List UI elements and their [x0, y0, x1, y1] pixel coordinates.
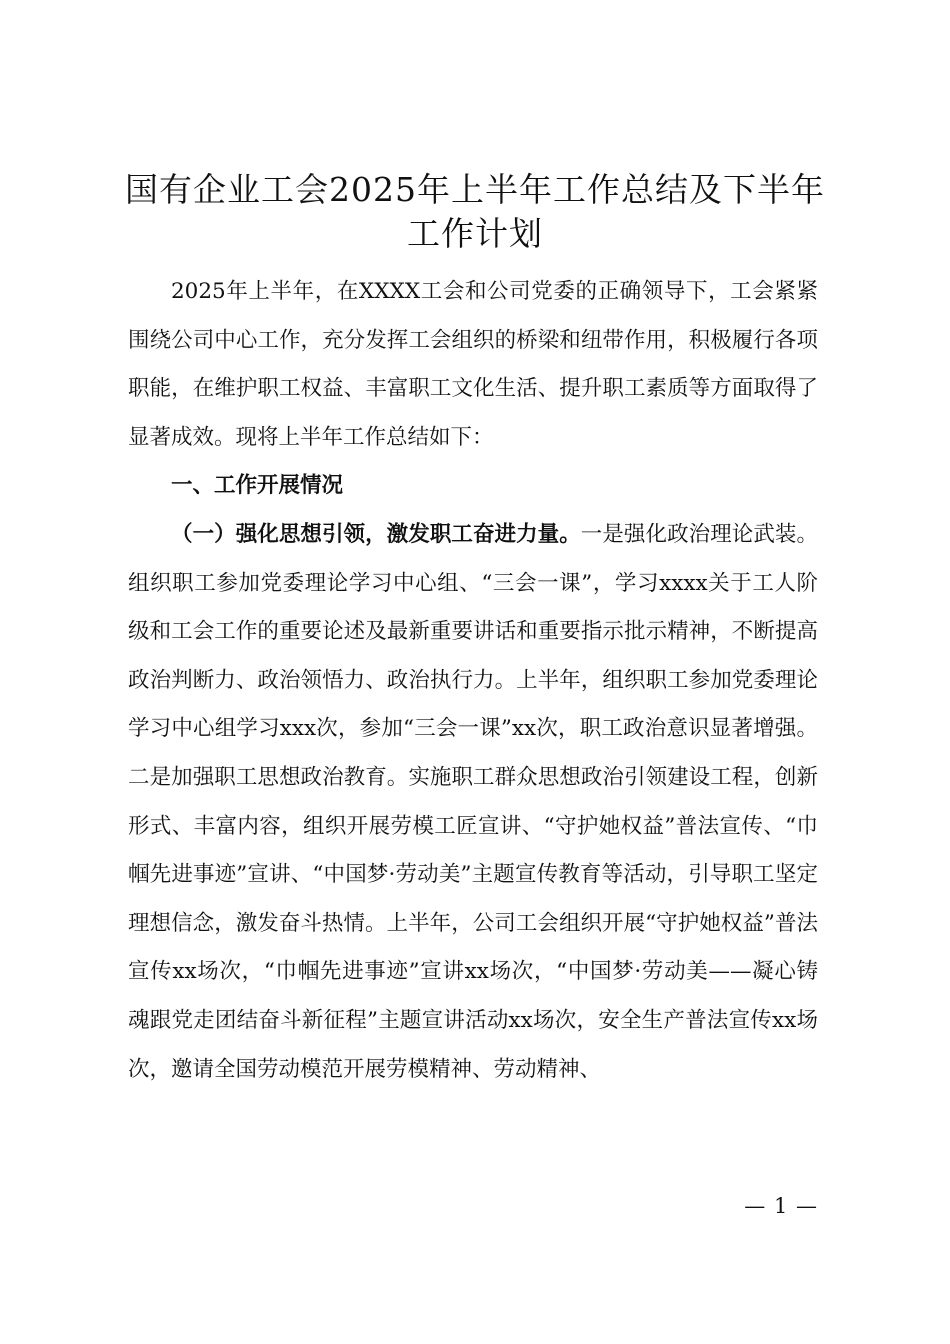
document-title: 国有企业工会2025年上半年工作总结及下半年工作计划 — [125, 170, 825, 253]
subsection-heading: （一）强化思想引领，激发职工奋进力量。 — [171, 521, 581, 547]
page-number: — 1 — — [744, 1194, 818, 1218]
subsection-paragraph — [128, 511, 818, 1094]
document-body — [128, 268, 818, 1094]
section-heading: 一、工作开展情况 — [171, 473, 344, 499]
subsection-body: 一是强化政治理论武装。组织职工参加党委理论学习中心组、“三会一课”，学习xxxx关于工人阶级和工会工作的重要论述及最新重要讲话和重要指示批示精神，不断提高政治判断力、政治领悟力、政治执行力。上半年，组织职工参加党委理论学习中心组学习xxx次，参加“三会一课”xx次，职工政治意识显著增强。二是加强职工思想政治教育。实施职工群众思想政治引领建设工程，创新形式、丰富内容，组织开展劳模工匠宣讲、“守护她权益”普法宣传、“巾帼先进事迹”宣讲、“中国梦·劳动美”主题宣传教育等活动，引导职工坚定理想信念，激发奋斗热情。上半年，公司工会组织开展“守护她权益”普法宣传xx场次，“巾帼先进事迹”宣讲xx场次，“中国梦·劳动美——凝心铸魂跟党走团结奋斗新征程”主题宣讲活动xx场次，安全生产普法宣传xx场次，邀请全国劳动模范开展劳模精神、劳动精神、 — [128, 521, 818, 1082]
intro-paragraph: 2025年上半年，在XXXX工会和公司党委的正确领导下，工会紧紧围绕公司中心工作，充分发挥工会组织的桥梁和纽带作用，积极履行各项职能，在维护职工权益、丰富职工文化生活、提升职工素质等方面取得了显著成效。现将上半年工作总结如下： — [128, 279, 818, 450]
